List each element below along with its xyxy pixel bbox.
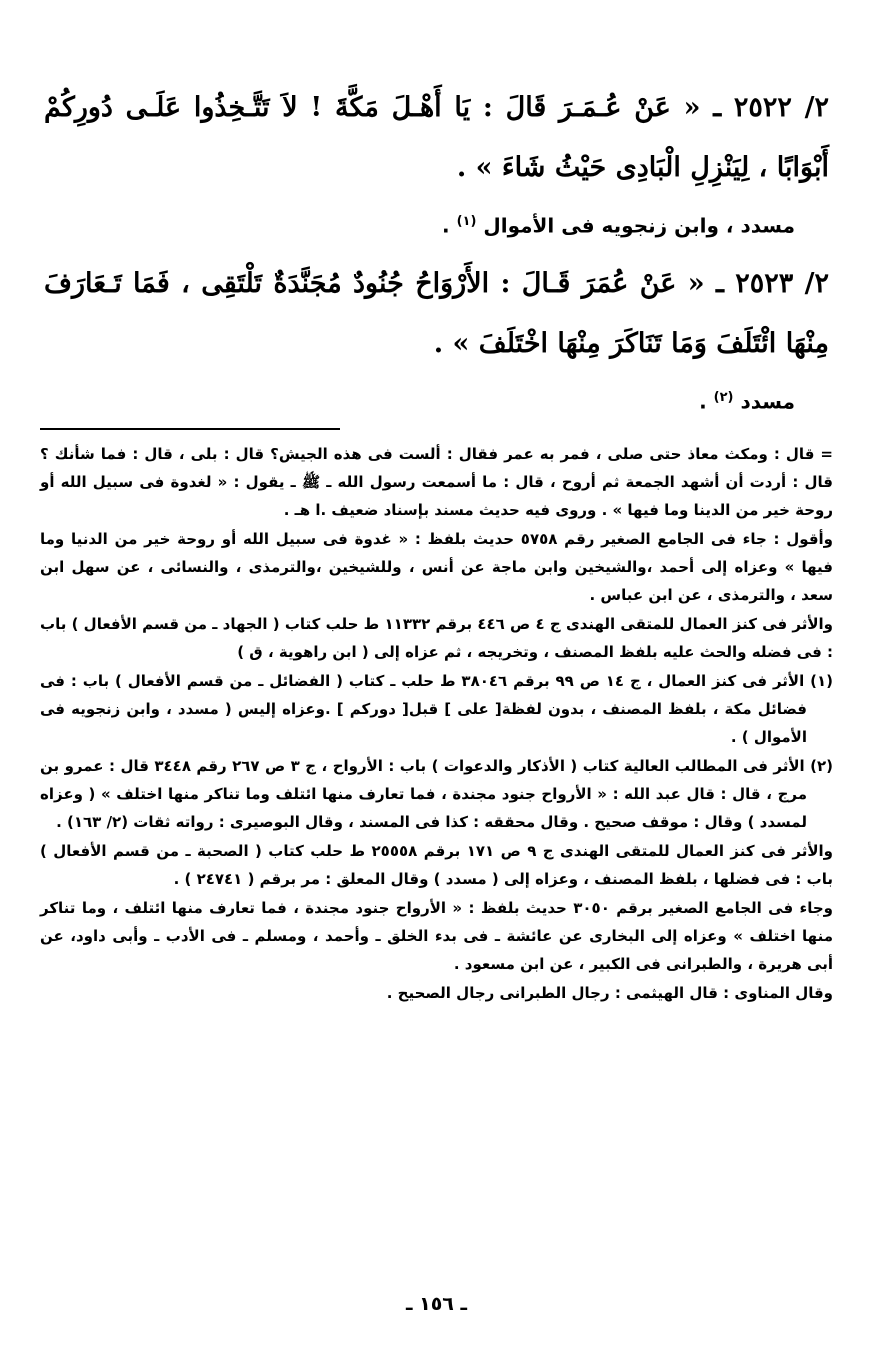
note-paragraph: والأثر فى كنز العمال للمتقى الهندى ج ٤ ص ٤٤٦ برقم ١١٣٣٢ ط حلب كتاب ( الجهاد ـ من قسم الأفعال ) باب : فى فضله والحث عليه بلفظ المصنف ، وتخريجه ، ثم عزاه إلى ( ابن راهوية ، ق ) (40, 615, 834, 661)
page-number: ـ ١٥٦ ـ (405, 1293, 467, 1315)
note-paragraph: وأقول : جاء فى الجامع الصغير رقم ٥٧٥٨ حديث بلفظ : « غدوة فى سبيل الله أو روحة خير من الدنيا وما فيها » وعزاه إلى أحمد ،والشيخين وابن ماجة عن أنس ، وللشيخين ،والترمذى ، والنسائى ، عن سهل ابن سعد ، والترمذى ، عن ابن عباس . (40, 530, 833, 604)
footnote-ref-2: (٢) (713, 389, 734, 405)
hadith-2522-source: مسدد ، وابن زنجويه فى الأموال $^{(١)}$ . (442, 213, 795, 238)
hadith-2522: ٢/ ٢٥٢٢ ـ « عَنْ عُـمَـرَ قَالَ : يَا أَهْـلَ مَكَّةَ ! لاَ تَتَّـخِذُوا عَلَـى دُورِكُمْ أَبْوَابًا ، لِيَنْزِلِ الْبَادِى حَيْثُ شَاءَ » . (44, 92, 829, 183)
note-paragraph: = قال : ومكث معاذ حتى صلى ، فمر به عمر فقال : ألست فى هذه الجيش؟ قال : بلى ، قال : فما شأنك ؟ قال : أردت أن أشهد الجمعة ثم أروح ، قال : ما أسمعت رسول الله ـ ﷺ ـ يقول : « لغدوة فى سبيل الله أو روحة خير من الدينا وما فيها » . وروى فيه حديث مسند بإسناد ضعيف .ا هـ . (40, 445, 833, 519)
note-paragraph: وقال المناوى : قال الهيثمى : رجال الطبرانى رجال الصحيح . (386, 984, 833, 1002)
footnote-ref-1: (١) (456, 214, 477, 229)
note-paragraph: وجاء فى الجامع الصغير برقم ٣٠٥٠ حديث بلفظ : « الأرواح جنود مجندة ، فما تعارف منها ائتلف ، وما تناكر منها اختلف » وعزاه إلى البخارى عن عائشة ـ فى بدء الخلق ـ وأحمد ، ومسلم ـ فى الأدب ـ وأبى داود، عن أبى هريرة ، والطبرانى فى الكبير ، عن ابن مسعود . (40, 899, 833, 973)
footnote-1: (١) الأثر فى كنز العمال ، ج ١٤ ص ٩٩ برقم ٣٨٠٤٦ ط حلب ـ كتاب ( الفضائل ـ من قسم الأفعال ) باب : فى فضائل مكة ، بلفظ المصنف ، بدون لفظة[ على ] قبل[ دوركم ] .وعزاه إليس ( مسدد ، وابن زنجويه فى الأموال ) . (40, 672, 833, 746)
note-paragraph: والأثر فى كنز العمال للمتقى الهندى ج ٩ ص ١٧١ برقم ٢٥٥٥٨ ط حلب كتاب ( الصحبة ـ من قسم الأفعال ) باب : فى فضلها ، بلفظ المصنف ، وعزاه إلى ( مسدد ) وقال المعلق : مر برقم ( ٢٤٧٤١ ) . (40, 842, 834, 888)
main-text (44, 78, 829, 429)
footnote-divider (40, 428, 340, 430)
footnotes-section (40, 440, 833, 1008)
hadith-2523-source: مسدد $^{(٢)}$ . (699, 389, 795, 414)
hadith-2523: ٢/ ٢٥٢٣ ـ « عَنْ عُمَرَ قَـالَ : الأَرْوَاحُ جُنُودٌ مُجَنَّدَةٌ تَلْتَقِى ، فَمَا تَـعَارَفَ مِنْهَا ائْتَلَفَ وَمَا تَنَاكَرَ مِنْهَا اخْتَلَفَ » . (44, 267, 830, 359)
source-text: مسدد ، وابن زنجويه فى الأموال (483, 213, 795, 238)
footnote-2: (٢) الأثر فى المطالب العالية كتاب ( الأذكار والدعوات ) باب : الأرواح ، ج ٣ ص ٢٦٧ رقم ٣٤٤٨ قال : عمرو بن مرج ، قال : قال عبد الله : « الأرواح جنود مجندة ، فما تعارف منها ائتلف وما تناكر منها اختلف » ( وعزاه لمسدد ) وقال : موقف صحيح . وقال محققه : كذا فى المسند ، وقال البوصيرى : رواته ثقات (٢/ ١٦٣) . (40, 757, 833, 831)
source-text: مسدد (740, 389, 795, 414)
